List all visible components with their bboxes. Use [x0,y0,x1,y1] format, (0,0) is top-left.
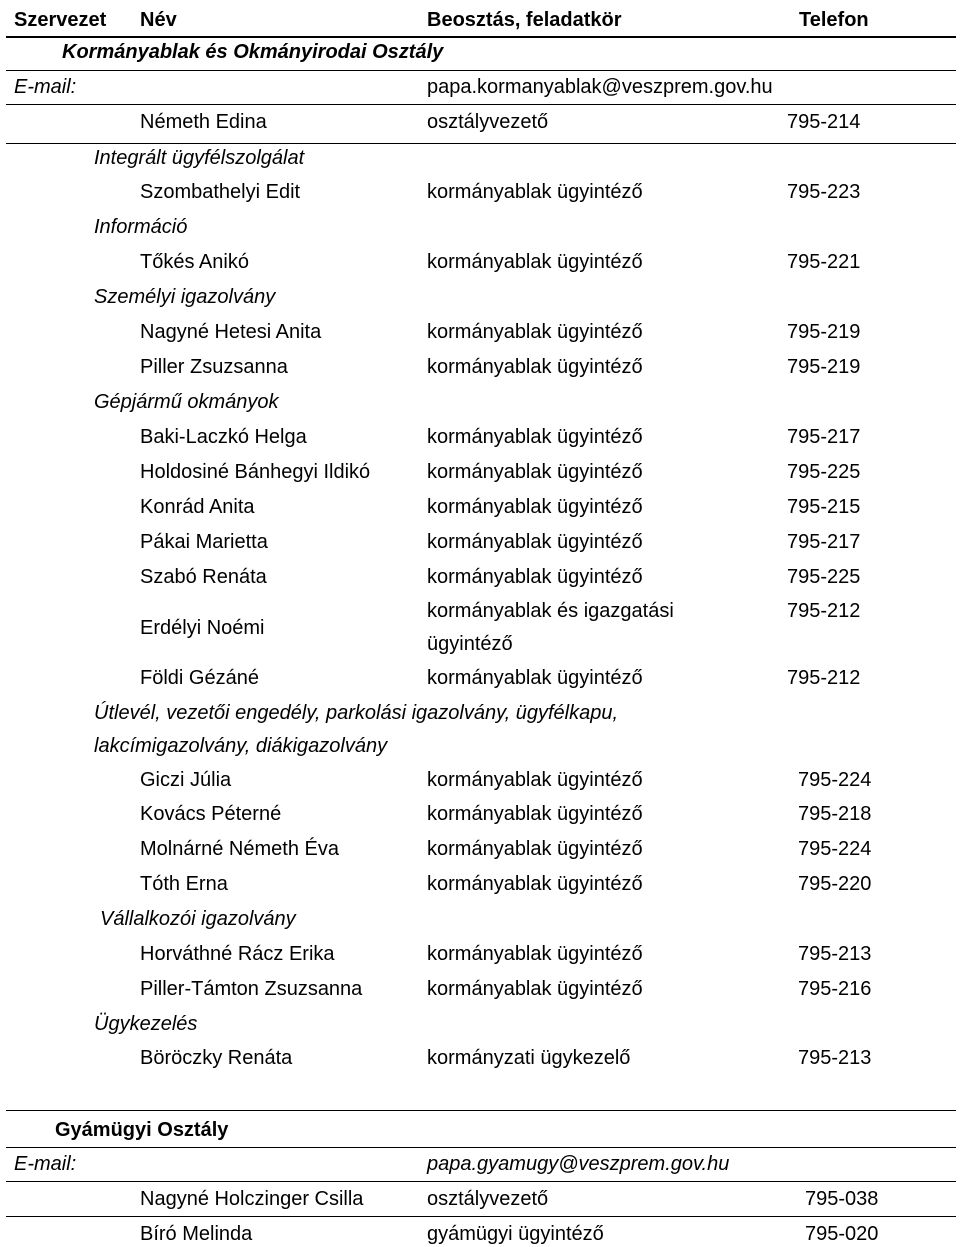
person-position: kormányablak ügyintéző [427,566,643,588]
person-phone: 795-219 [787,321,861,343]
divider [6,1181,956,1182]
person-position: osztályvezető [427,1188,549,1210]
person-phone: 795-038 [805,1188,879,1210]
person-name: Tóth Erna [140,873,228,895]
person-position: kormányablak ügyintéző [427,803,643,825]
person-position: kormányablak ügyintéző [427,461,643,483]
person-name: Szabó Renáta [140,566,267,588]
header-divider [6,36,956,38]
person-phone: 795-217 [787,531,861,553]
person-name: Piller Zsuzsanna [140,356,288,378]
person-name: Tőkés Anikó [140,251,249,273]
group-title: Személyi igazolvány [94,286,276,308]
email-link[interactable]: papa.kormanyablak@veszprem.gov.hu [427,76,773,98]
person-name: Pákai Marietta [140,531,268,553]
person-position: kormányablak ügyintéző [427,838,643,860]
person-name: Böröczky Renáta [140,1047,293,1069]
person-phone: 795-225 [787,566,861,588]
section-title: Kormányablak és Okmányirodai Osztály [62,41,444,63]
person-name: Németh Edina [140,111,267,133]
person-name: Horváthné Rácz Erika [140,943,335,965]
person-phone: 795-223 [787,181,861,203]
divider [6,1147,956,1148]
header-name: Név [140,9,177,31]
group-title: Útlevél, vezetői engedély, parkolási igazolvány, ügyfélkapu, [94,702,619,724]
person-phone: 795-213 [798,1047,872,1069]
person-name: Nagyné Holczinger Csilla [140,1188,364,1210]
person-position: kormányablak ügyintéző [427,943,643,965]
group-title: Vállalkozói igazolvány [100,908,296,930]
person-position: kormányablak ügyintéző [427,426,643,448]
person-name: Nagyné Hetesi Anita [140,321,322,343]
group-title: Ügykezelés [94,1013,198,1035]
person-name: Bíró Melinda [140,1223,253,1245]
person-phone: 795-213 [798,943,872,965]
person-name: Szombathelyi Edit [140,181,301,203]
divider [6,143,956,144]
person-phone: 795-224 [798,769,872,791]
section-title: Gyámügyi Osztály [55,1119,229,1141]
divider [6,70,956,71]
group-title-cont: lakcímigazolvány, diákigazolvány [94,735,388,757]
header-position: Beosztás, feladatkör [427,9,622,31]
group-title: Információ [94,216,188,238]
group-title: Integrált ügyfélszolgálat [94,147,305,169]
person-name: Erdélyi Noémi [140,617,265,639]
person-name: Kovács Péterné [140,803,282,825]
person-phone: 795-214 [787,111,861,133]
person-name: Molnárné Németh Éva [140,838,339,860]
person-name: Giczi Júlia [140,769,232,791]
person-position: kormányablak ügyintéző [427,251,643,273]
person-position: kormányablak ügyintéző [427,181,643,203]
person-phone: 795-221 [787,251,861,273]
email-link[interactable]: papa.gyamugy@veszprem.gov.hu [427,1153,730,1175]
header-org: Szervezet [14,9,107,31]
person-position: kormányzati ügykezelő [427,1047,631,1069]
person-phone: 795-218 [798,803,872,825]
person-phone: 795-215 [787,496,861,518]
group-title: Gépjármű okmányok [94,391,279,413]
person-position: kormányablak ügyintéző [427,667,643,689]
person-position-cont: ügyintéző [427,633,513,655]
divider [6,1110,956,1111]
person-position: kormányablak ügyintéző [427,356,643,378]
person-name: Piller-Támton Zsuzsanna [140,978,363,1000]
email-label: E-mail: [14,76,77,98]
person-phone: 795-224 [798,838,872,860]
person-position: kormányablak ügyintéző [427,531,643,553]
person-phone: 795-220 [798,873,872,895]
divider [6,1216,956,1217]
person-name: Konrád Anita [140,496,255,518]
email-label: E-mail: [14,1153,77,1175]
person-position: kormányablak ügyintéző [427,321,643,343]
person-name: Holdosiné Bánhegyi Ildikó [140,461,371,483]
person-position: gyámügyi ügyintéző [427,1223,604,1245]
divider [6,104,956,105]
person-phone: 795-212 [787,667,861,689]
person-phone: 795-217 [787,426,861,448]
person-name: Baki-Laczkó Helga [140,426,307,448]
person-phone: 795-225 [787,461,861,483]
person-position: kormányablak ügyintéző [427,496,643,518]
person-position: kormányablak ügyintéző [427,978,643,1000]
person-position: kormányablak ügyintéző [427,769,643,791]
person-phone: 795-216 [798,978,872,1000]
person-phone: 795-020 [805,1223,879,1245]
person-position: osztályvezető [427,111,549,133]
person-position: kormányablak ügyintéző [427,873,643,895]
person-name: Földi Gézáné [140,667,259,689]
person-position: kormányablak és igazgatási [427,600,674,622]
header-phone: Telefon [799,9,869,31]
person-phone: 795-219 [787,356,861,378]
person-phone: 795-212 [787,600,861,622]
